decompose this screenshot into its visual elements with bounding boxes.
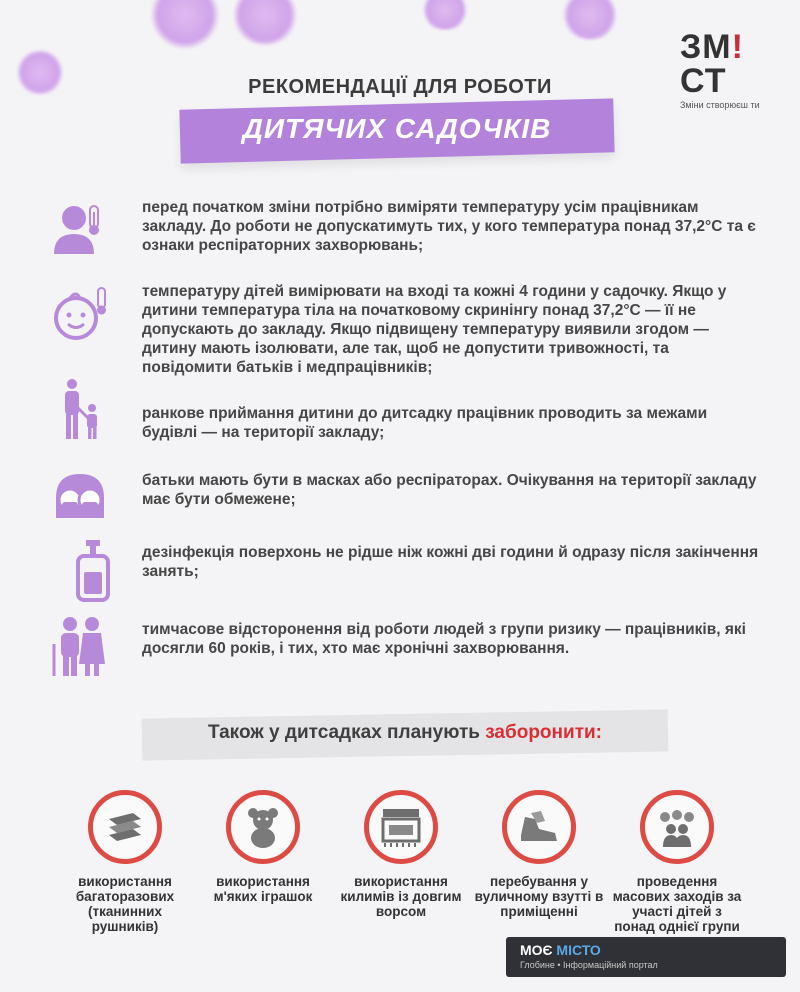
virus-decoration [230,0,300,45]
page-subtitle: ДИТЯЧИХ САДОЧКІВ [242,113,552,144]
crowd-icon [640,790,714,864]
forbidden-item [474,790,604,919]
forbidden-item [198,790,328,904]
towels-icon [88,790,162,864]
recommendation-text: дезінфекція поверхонь не рідше ніж кожні дві години й одразу після закінчення занять; [142,544,759,580]
parent-child-icon [50,378,110,442]
recommendation-text: температуру дітей вимірювати на вході та кожні 4 години у садочку. Якщо у дитини температура тіла на початковому скринінгу понад 37,2°С — її не допускають до закладу. Якщо підвищену температуру виявили згодом — дитину мають ізолювати, але так, щоб не допустити тривожності, та повідомити батьків і медпрацівників; [142,283,727,376]
recommendation-text: тимчасове відсторонення від роботи людей з групи ризику — працівників, які досягли 60 років, і тих, хто має хронічні захворювання. [142,621,746,657]
logo-wordmark: ЗМ!СТ [680,28,744,100]
page-title: РЕКОМЕНДАЦІЇ ДЛЯ РОБОТИ [248,76,552,98]
recommendation-text: батьки мають бути в масках або респіраторах. Очікування на території закладу має бути обмежене; [142,472,757,508]
thermometer-person-icon [50,198,110,262]
teddy-bear-icon [226,790,300,864]
shoes-icon [502,790,576,864]
child-thermometer-icon [50,282,110,346]
moe-misto-badge[interactable] [506,937,786,977]
virus-decoration [560,0,620,40]
badge-brand: МОЄ МІСТО [520,942,601,958]
ban-heading: Також у дитсадках планують заборонити: [207,722,603,743]
forbidden-label: перебування у вуличному взутті в приміщенні [474,874,604,919]
masked-faces-icon [50,468,110,532]
forbidden-item [60,790,190,934]
forbidden-label: використання м'яких іграшок [213,874,313,904]
forbidden-label: використання килимів із довгим ворсом [340,874,462,919]
badge-subtitle: Глобине • Інформаційний портал [520,960,658,970]
virus-decoration [150,0,220,50]
forbidden-item [612,790,742,934]
recommendation-text: ранкове приймання дитини до дитсадку працівник проводить за межами будівлі — на території закладу; [142,405,708,441]
elderly-couple-icon [50,614,110,678]
forbidden-label: проведення масових заходів за участі дітей з понад однієї групи [612,874,742,934]
forbidden-label: використання багаторазових (тканинних рушників) [75,874,175,934]
forbidden-item [336,790,466,919]
carpet-icon [364,790,438,864]
logo-tagline: Зміни створюєш ти [680,100,760,110]
virus-decoration [420,0,470,30]
recommendation-text: перед початком зміни потрібно виміряти температуру усім працівникам закладу. До роботи не допускатимуть тих, у кого температура понад 37,2°С та є ознаки респіраторних захворювань; [142,199,756,254]
sanitizer-bottle-icon [50,540,110,604]
